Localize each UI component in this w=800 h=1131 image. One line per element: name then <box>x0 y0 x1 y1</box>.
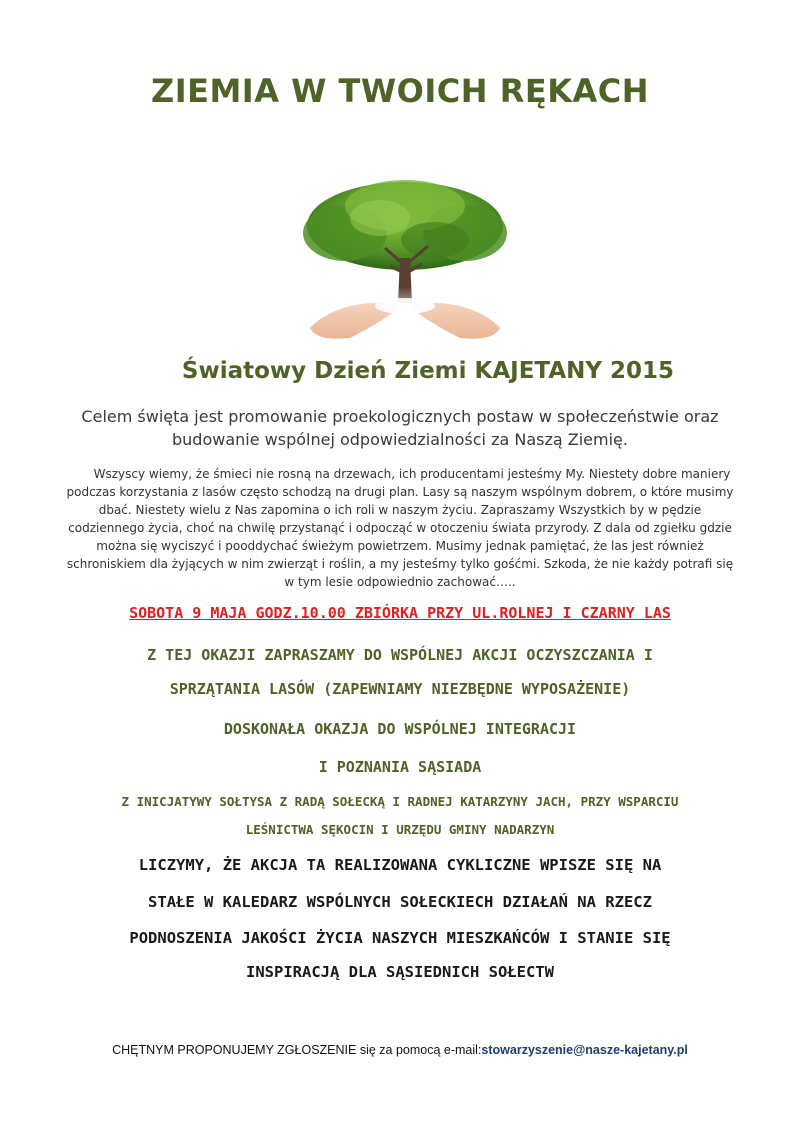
closing-line: STAŁE W KALEDARZ WSPÓLNYCH SOŁECKIECH DZIAŁAŃ NA RZECZ <box>148 893 652 911</box>
contact-email-link[interactable]: stowarzyszenie@nasze-kajetany.pl <box>481 1043 688 1057</box>
body-line: w tym lesie odpowiednio zachować….. <box>284 575 516 589</box>
invite-line: SPRZĄTANIA LASÓW (ZAPEWNIAMY NIEZBĘDNE WYPOSAŻENIE) <box>169 680 631 698</box>
body-line: można się wyciszyć i pooddychać świeżym powietrzem. Musimy jednak pamiętać, że las jest również <box>96 539 704 553</box>
body-paragraph <box>62 465 738 591</box>
body-line: schroniskiem dla żyjących w nim zwierząt i roślin, a my jesteśmy tylko gośćmi. Szkoda, że nie każdy potrafi się <box>66 557 734 571</box>
initiative-line: Z INICJATYWY SOŁTYSA Z RADĄ SOŁECKĄ I RADNEJ KATARZYNY JACH, PRZY WSPARCIU <box>121 794 679 809</box>
page-title: ZIEMIA W TWOICH RĘKACH <box>150 72 650 110</box>
closing-line: PODNOSZENIA JAKOŚCI ŻYCIA NASZYCH MIESZKAŃCÓW I STANIE SIĘ <box>129 929 671 947</box>
footer-contact <box>0 1043 800 1057</box>
integration-line: I POZNANIA SĄSIADA <box>318 758 482 776</box>
invite-line: Z TEJ OKAZJI ZAPRASZAMY DO WSPÓLNEJ AKCJI OCZYSZCZANIA I <box>147 646 653 664</box>
intro-paragraph <box>40 405 760 451</box>
initiative-line: LEŚNICTWA SĘKOCIN I URZĘDU GMINY NADARZYN <box>245 822 555 837</box>
event-announcement: SOBOTA 9 MAJA GODZ.10.00 ZBIÓRKA PRZY UL.ROLNEJ I CZARNY LAS <box>129 604 671 622</box>
footer-text: CHĘTNYM PROPONUJEMY ZGŁOSZENIE się za pomocą e-mail: <box>112 1043 482 1057</box>
event-subtitle: Światowy Dzień Ziemi KAJETANY 2015 <box>181 358 675 384</box>
intro-line: budowanie wspólnej odpowiedzialności za Naszą Ziemię. <box>172 430 628 449</box>
tree-in-hands-icon <box>290 178 520 343</box>
closing-line: INSPIRACJĄ DLA SĄSIEDNICH SOŁECTW <box>246 963 554 981</box>
integration-line: DOSKONAŁA OKAZJA DO WSPÓLNEJ INTEGRACJI <box>223 720 577 738</box>
closing-line: LICZYMY, ŻE AKCJA TA REALIZOWANA CYKLICZNE WPISZE SIĘ NA <box>138 856 662 874</box>
intro-line: Celem święta jest promowanie proekologicznych postaw w społeczeństwie oraz <box>81 407 719 426</box>
body-line: codziennego życia, choć na chwilę przystanąć i odpocząć w otoczeniu świata przyrody. Z dala od zgiełku gdzie <box>68 521 732 535</box>
body-line: Wszyscy wiemy, że śmieci nie rosną na drzewach, ich producentami jesteśmy My. Niestety dobre maniery <box>93 467 731 481</box>
body-line: podczas korzystania z lasów często schodzą na drugi plan. Lasy są naszym wspólnym dobrem, o które musimy <box>66 485 734 499</box>
body-line: dbać. Niestety wielu z Nas zapomina o ich roli w naszym życiu. Zapraszamy Wszystkich by w pędzie <box>98 503 702 517</box>
